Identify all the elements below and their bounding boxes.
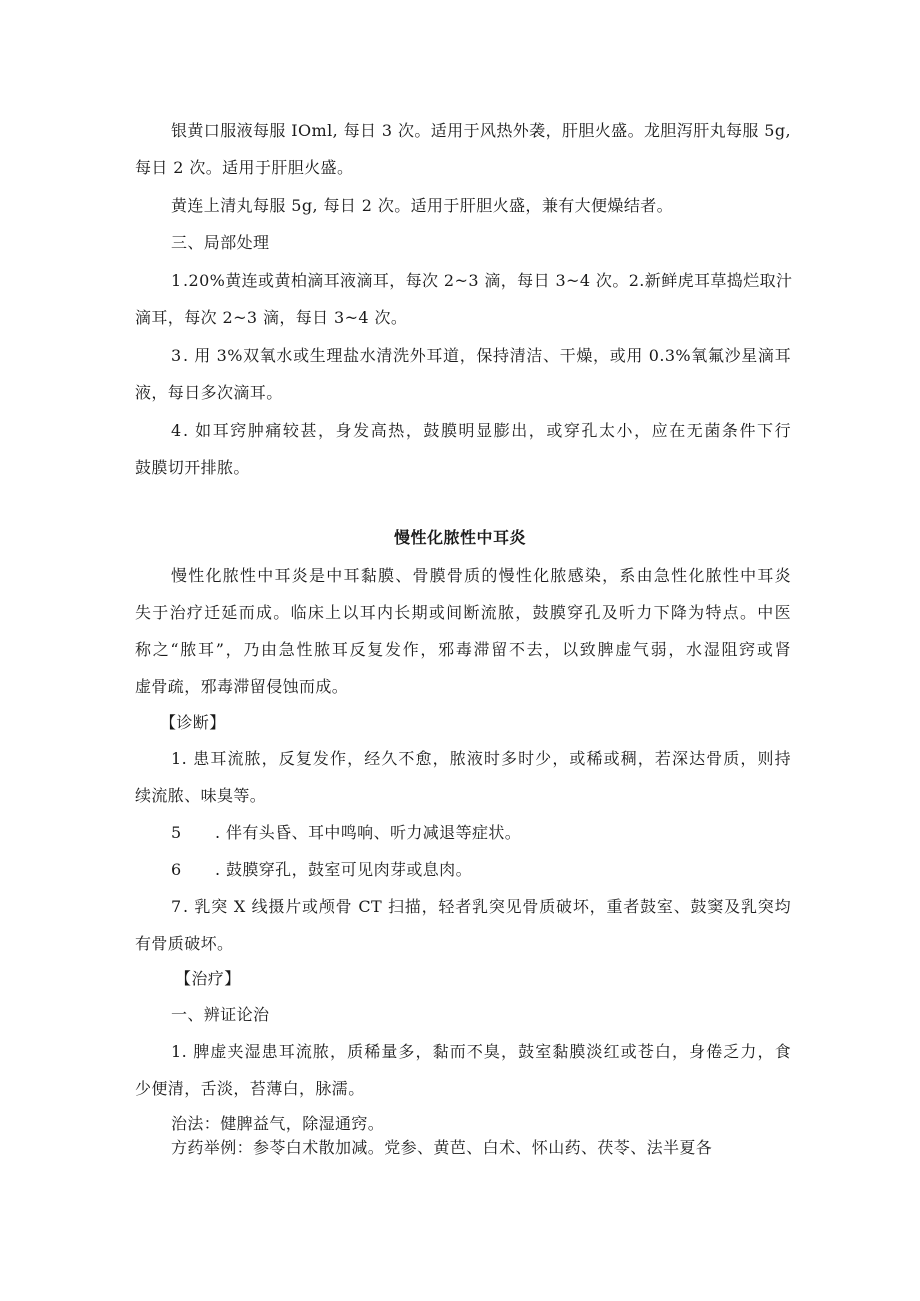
list-item-line bbox=[171, 343, 791, 366]
list-item-line: 液，每日多次滴耳。 bbox=[135, 383, 283, 402]
treatment-heading: 【治疗】 bbox=[175, 969, 241, 988]
list-item-line: 1. 患耳流脓，反复发作，经久不愈，脓液时多时少，或稀或稠，若深达骨质，则持 bbox=[171, 749, 791, 768]
list-text: . 用 3%双氧水或生理盐水清洗外耳道，保持清洁、干燥，或用 0.3%氧氟沙星滴耳 bbox=[183, 346, 791, 365]
list-number: 1 bbox=[171, 271, 182, 290]
list-text: .20%黄连或黄柏滴耳液滴耳，每次 2~3 滴，每日 3~4 次。2.新鲜虎耳草捣烂取汁 bbox=[183, 271, 793, 290]
list-item-line: 1. 脾虚夹湿患耳流脓，质稀量多，黏而不臭，鼓室黏膜淡红或苍白，身倦乏力，食 bbox=[171, 1042, 791, 1061]
paragraph-line: 失于治疗迁延而成。临床上以耳内长期或间断流脓，鼓膜穿孔及听力下降为特点。中医 bbox=[135, 603, 791, 622]
list-number: 3 bbox=[171, 346, 182, 365]
treatment-method: 治法：健脾益气，除湿通窍。 bbox=[171, 1114, 385, 1133]
list-text: . 鼓膜穿孔，鼓室可见肉芽或息肉。 bbox=[215, 860, 472, 879]
section-title: 慢性化脓性中耳炎 bbox=[393, 528, 526, 547]
formula-example: 方药举例：参苓白术散加减。党参、黄芭、白术、怀山药、茯苓、法半夏各 bbox=[171, 1138, 713, 1157]
list-number: 6 bbox=[171, 860, 182, 879]
list-item-line: 续流脓、味臭等。 bbox=[135, 786, 267, 805]
paragraph-line: 每日 2 次。适用于肝胆火盛。 bbox=[135, 158, 354, 177]
list-item-line bbox=[171, 418, 791, 441]
list-text: . 乳突 X 线摄片或颅骨 CT 扫描，轻者乳突见骨质破坏，重者鼓室、鼓窦及乳突均 bbox=[183, 897, 791, 916]
paragraph-line: 称之“脓耳”，乃由急性脓耳反复发作，邪毒滞留不去，以致脾虚气弱，水湿阻窍或肾 bbox=[135, 640, 791, 659]
list-item-line bbox=[171, 857, 791, 880]
list-item-line: 滴耳，每次 2~3 滴，每日 3~4 次。 bbox=[135, 308, 408, 327]
list-item-line bbox=[171, 820, 791, 843]
subsection-heading: 一、辨证论治 bbox=[171, 1005, 270, 1024]
list-number: 5 bbox=[171, 823, 182, 842]
list-number: 7 bbox=[171, 897, 182, 916]
list-text: . 如耳窍肿痛较甚，身发高热，鼓膜明显膨出，或穿孔太小，应在无菌条件下行 bbox=[183, 421, 791, 440]
paragraph-line: 虚骨疏，邪毒滞留侵蚀而成。 bbox=[135, 677, 349, 696]
list-item-line: 有骨质破坏。 bbox=[135, 934, 234, 953]
paragraph-line: 银黄口服液每服 IOml, 每日 3 次。适用于风热外袭，肝胆火盛。龙胆泻肝丸每服 5g, bbox=[171, 121, 791, 140]
paragraph-line: 慢性化脓性中耳炎是中耳黏膜、骨膜骨质的慢性化脓感染，系由急性化脓性中耳炎 bbox=[171, 566, 791, 585]
list-item-line: 少便清，舌淡，苔薄白，脉濡。 bbox=[135, 1079, 365, 1098]
paragraph-line: 黄连上清丸每服 5g, 每日 2 次。适用于肝胆火盛，兼有大便燥结者。 bbox=[171, 196, 674, 215]
list-item-line bbox=[171, 894, 791, 917]
list-item-line bbox=[171, 268, 791, 291]
list-number: 4 bbox=[171, 421, 182, 440]
list-item-line: 鼓膜切开排脓。 bbox=[135, 458, 250, 477]
section-heading: 三、局部处理 bbox=[171, 233, 270, 252]
list-text: . 伴有头昏、耳中鸣响、听力减退等症状。 bbox=[215, 823, 522, 842]
diagnosis-heading: 【诊断】 bbox=[160, 713, 226, 732]
